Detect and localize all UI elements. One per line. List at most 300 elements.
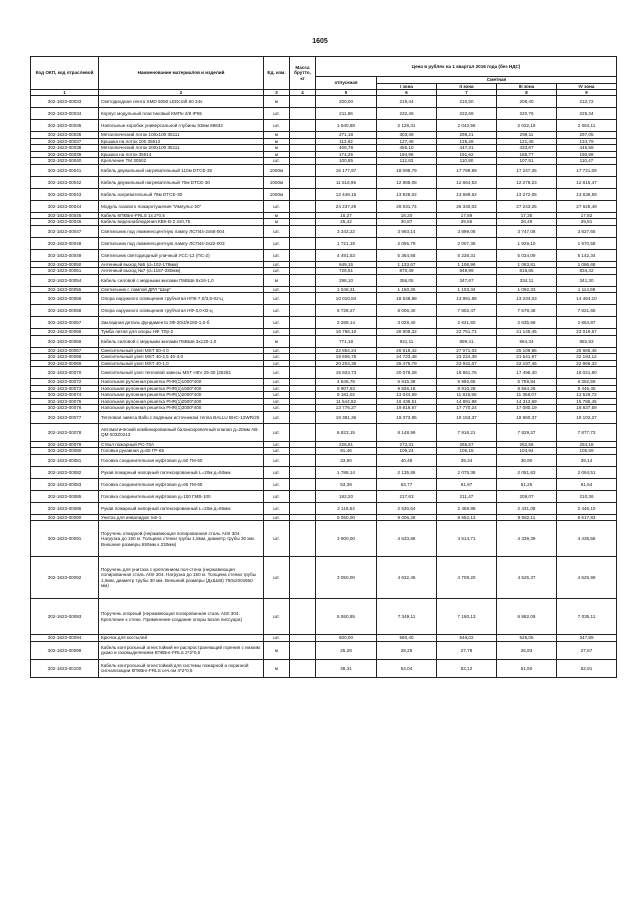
row-price-zone-2: 265,57 bbox=[437, 441, 497, 448]
row-price-zone-1: 6 815,38 bbox=[377, 379, 437, 386]
row-unit: шт. bbox=[264, 120, 290, 132]
row-price-release: 2 118,64 bbox=[316, 502, 377, 514]
row-mass bbox=[290, 225, 316, 237]
row-price-zone-4: 17,82 bbox=[557, 212, 617, 219]
row-price-zone-1: 30,87 bbox=[377, 219, 437, 226]
row-price-zone-1: 13 044,69 bbox=[377, 392, 437, 399]
row-code: 302-1823-00100 bbox=[31, 659, 99, 677]
col-number: 2 bbox=[99, 90, 264, 96]
row-price-release: 2 289,14 bbox=[316, 317, 377, 329]
row-unit: шт. bbox=[264, 268, 290, 275]
row-unit: шт. bbox=[264, 385, 290, 392]
row-price-zone-2: 2 075,38 bbox=[437, 466, 497, 478]
row-code: 302-1823-00083 bbox=[31, 478, 99, 490]
table-row bbox=[31, 200, 617, 212]
row-price-zone-3: 4 339,39 bbox=[497, 521, 557, 557]
row-unit: м bbox=[264, 132, 290, 139]
row-price-zone-3: 18 960,37 bbox=[497, 411, 557, 423]
header-zone-1: I зона bbox=[377, 83, 437, 90]
row-price-zone-4: 29,81 bbox=[557, 219, 617, 226]
row-name: Унитаз для инвалидов тип-1 bbox=[99, 514, 264, 521]
row-price-zone-1: 13 928,02 bbox=[377, 188, 437, 200]
row-price-zone-1: 9 836,18 bbox=[377, 385, 437, 392]
row-price-zone-4: 7 877,73 bbox=[557, 423, 617, 441]
row-price-zone-3: 2 635,59 bbox=[497, 317, 557, 329]
row-price-release: 20 203,39 bbox=[316, 360, 377, 367]
row-mass bbox=[290, 659, 316, 677]
row-price-zone-1: 12 885,08 bbox=[377, 176, 437, 188]
row-price-zone-3: 21 541,97 bbox=[497, 354, 557, 361]
row-unit: м bbox=[264, 641, 290, 659]
row-unit: 1000м bbox=[264, 176, 290, 188]
row-code: 302-1823-00094 bbox=[31, 635, 99, 642]
row-price-zone-3: 2 051,83 bbox=[497, 466, 557, 478]
row-price-zone-3: 433,67 bbox=[497, 145, 557, 152]
row-price-zone-2: 22 751,71 bbox=[437, 329, 497, 336]
row-price-release: 500,00 bbox=[316, 635, 377, 642]
row-price-zone-4: 212,72 bbox=[557, 96, 617, 108]
row-name: Поручень опорный (нержавеющая полированная сталь AISI 304. Крепление к стене. Применение-создание опоры возле писсуара) bbox=[99, 599, 264, 635]
row-unit: шт. bbox=[264, 441, 290, 448]
row-price-zone-4: 6 352,59 bbox=[557, 379, 617, 386]
row-code: 302-1823-00043 bbox=[31, 188, 99, 200]
row-price-release: 19 606,78 bbox=[316, 354, 377, 361]
row-price-release: 24 237,29 bbox=[316, 200, 377, 212]
row-name: Крышка на лоток 35514 bbox=[99, 151, 264, 158]
table-row bbox=[31, 454, 617, 466]
row-name: Смесительный узел MST 40-1,0 bbox=[99, 360, 264, 367]
row-unit: м bbox=[264, 145, 290, 152]
row-price-zone-4: 39,14 bbox=[557, 454, 617, 466]
row-price-release: 15 923,73 bbox=[316, 367, 377, 379]
row-name: Кабель силовой с медными жилами ПвВШв 3х120-1,0 bbox=[99, 335, 264, 347]
row-name: Крышка на лоток 100 35512 bbox=[99, 138, 264, 145]
row-name: Светильник под люминесцентную лампу ЛСП44-2х22-003 bbox=[99, 237, 264, 249]
row-mass bbox=[290, 249, 316, 261]
row-unit: м bbox=[264, 659, 290, 677]
price-table bbox=[30, 56, 617, 678]
row-price-release: 16 766,10 bbox=[316, 329, 377, 336]
row-price-zone-3: 2 431,08 bbox=[497, 502, 557, 514]
row-price-zone-1: 40,49 bbox=[377, 454, 437, 466]
row-price-release: 10 010,84 bbox=[316, 293, 377, 305]
row-price-zone-2: 17 770,24 bbox=[437, 405, 497, 412]
row-price-zone-2: 27 071,02 bbox=[437, 347, 497, 354]
row-unit: шт. bbox=[264, 108, 290, 120]
row-price-zone-1: 2 135,86 bbox=[377, 466, 437, 478]
row-price-zone-4: 297,05 bbox=[557, 132, 617, 139]
row-unit: м bbox=[264, 212, 290, 219]
row-price-zone-1: 4 633,86 bbox=[377, 521, 437, 557]
row-price-zone-2: 53,12 bbox=[437, 659, 497, 677]
row-code: 302-1823-00048 bbox=[31, 237, 99, 249]
row-price-zone-3: 28,49 bbox=[497, 219, 557, 226]
row-price-zone-3: 22 197,46 bbox=[497, 360, 557, 367]
row-code: 302-1823-00057 bbox=[31, 317, 99, 329]
row-unit: шт. bbox=[264, 490, 290, 502]
row-price-zone-2: 7 160,13 bbox=[437, 599, 497, 635]
row-price-zone-1: 3 029,40 bbox=[377, 317, 437, 329]
row-price-zone-1: 26 618,42 bbox=[377, 347, 437, 354]
row-price-zone-1: 455,10 bbox=[377, 145, 437, 152]
col-number: 1 bbox=[31, 90, 99, 96]
row-code: 302-1823-00076 bbox=[31, 405, 99, 412]
row-name: Головка соединительная муфтовая д=100 ГМВ-100 bbox=[99, 490, 264, 502]
row-price-release: 6 050,00 bbox=[316, 514, 377, 521]
header-zone-3: III зона bbox=[497, 83, 557, 90]
row-mass bbox=[290, 521, 316, 557]
header-code: Код ОКП, код отраслевой bbox=[31, 57, 99, 90]
row-price-zone-3: 5 034,09 bbox=[497, 249, 557, 261]
row-code: 302-1823-00040 bbox=[31, 158, 99, 165]
row-unit: шт. bbox=[264, 405, 290, 412]
row-unit: шт. bbox=[264, 329, 290, 336]
row-price-zone-2: 2 631,50 bbox=[437, 317, 497, 329]
row-price-zone-3: 816,85 bbox=[497, 268, 557, 275]
row-price-zone-2: 211,47 bbox=[437, 490, 497, 502]
row-mass bbox=[290, 423, 316, 441]
row-price-zone-4: 445,58 bbox=[557, 145, 617, 152]
row-price-release: 1 940,88 bbox=[316, 120, 377, 132]
row-unit: шт. bbox=[264, 454, 290, 466]
row-price-zone-1: 303,49 bbox=[377, 132, 437, 139]
row-price-zone-1: 18,20 bbox=[377, 212, 437, 219]
row-price-zone-1: 24 723,48 bbox=[377, 354, 437, 361]
row-name: Светильник светодиодный уличный УСС-12 (ПС-2) bbox=[99, 249, 264, 261]
row-price-zone-3: 525,05 bbox=[497, 635, 557, 642]
row-price-zone-1: 28,28 bbox=[377, 641, 437, 659]
row-unit: 1000м bbox=[264, 164, 290, 176]
row-name: Кабель контрольный огнестойкий не распространяющий горения с низким дымо и газовыделением КПКВнг-FRLS 2*2*0,5 bbox=[99, 641, 264, 659]
row-price-zone-1: 7 349,11 bbox=[377, 599, 437, 635]
row-price-zone-2: 849,99 bbox=[437, 268, 497, 275]
row-price-zone-2: 4 514,71 bbox=[437, 521, 497, 557]
row-name: Головка соединительная муфтовая д=65 ГМ-65 bbox=[99, 478, 264, 490]
row-price-release: 1 721,19 bbox=[316, 237, 377, 249]
table-row bbox=[31, 466, 617, 478]
table-row bbox=[31, 478, 617, 490]
row-code: 302-1823-00056 bbox=[31, 293, 99, 305]
row-unit: шт. bbox=[264, 225, 290, 237]
row-unit: шт. bbox=[264, 423, 290, 441]
table-row bbox=[31, 599, 617, 635]
row-code: 302-1823-00080 bbox=[31, 448, 99, 455]
row-code: 302-1823-00055 bbox=[31, 286, 99, 293]
row-price-zone-3: 104,94 bbox=[497, 448, 557, 455]
row-code: 302-1823-00033 bbox=[31, 96, 99, 108]
row-name: Светильник под люминесцентную лампу ЛСП44-2х58-004 bbox=[99, 225, 264, 237]
row-price-zone-3: 1 063,81 bbox=[497, 261, 557, 268]
row-mass bbox=[290, 367, 316, 379]
row-price-zone-3: 1 929,10 bbox=[497, 237, 557, 249]
row-unit: шт. bbox=[264, 448, 290, 455]
row-price-zone-1: 16 439,51 bbox=[377, 398, 437, 405]
row-price-zone-2: 5 992,65 bbox=[437, 379, 497, 386]
col-number: 6 bbox=[377, 90, 437, 96]
row-price-zone-3: 27 243,25 bbox=[497, 200, 557, 212]
row-price-zone-3: 7 578,48 bbox=[497, 305, 557, 317]
row-mass bbox=[290, 120, 316, 132]
row-price-zone-4: 8 617,83 bbox=[557, 514, 617, 521]
row-mass bbox=[290, 200, 316, 212]
row-price-release: 771,18 bbox=[316, 335, 377, 347]
table-row bbox=[31, 305, 617, 317]
table-row bbox=[31, 164, 617, 176]
row-price-zone-2: 8 910,28 bbox=[437, 385, 497, 392]
row-mass bbox=[290, 96, 316, 108]
header-release: отпускная bbox=[316, 77, 377, 90]
row-name: Кабель силовой с медными жилами ПвВШв 5х16-1,0 bbox=[99, 274, 264, 286]
row-price-zone-2: 106,15 bbox=[437, 448, 497, 455]
row-name: Головка соединительная муфтовая д=50 ГМ-50 bbox=[99, 454, 264, 466]
row-name: Светодиодная лента SMD 5050 LEDcraft 60 24v bbox=[99, 96, 264, 108]
row-price-zone-3: 220,76 bbox=[497, 108, 557, 120]
row-code: 302-1823-00077 bbox=[31, 411, 99, 423]
row-price-zone-2: 61,97 bbox=[437, 478, 497, 490]
row-price-zone-1: 112,83 bbox=[377, 158, 437, 165]
row-price-zone-4: 4 625,99 bbox=[557, 557, 617, 599]
row-unit: шт. bbox=[264, 411, 290, 423]
row-price-release: 728,81 bbox=[316, 268, 377, 275]
row-unit: шт. bbox=[264, 514, 290, 521]
row-price-zone-1: 3 993,14 bbox=[377, 225, 437, 237]
row-unit: шт. bbox=[264, 347, 290, 354]
row-code: 302-1823-00073 bbox=[31, 385, 99, 392]
row-price-release: 3 343,22 bbox=[316, 225, 377, 237]
row-price-zone-2: 13 991,88 bbox=[437, 293, 497, 305]
row-name: Поручень откидной (нержавеющая полированная сталь AISI 304. Нагрузка до 150 кг. Толщина стенки трубы 1,5мм, диаметр трубы 30 мм. Внешние размеры 650мм х 230мм) bbox=[99, 521, 264, 557]
row-mass bbox=[290, 108, 316, 120]
row-name: Кабель контрольный огнестойкий для системы пожарной и охранной сигнализации КПКВнг-FRLS сеч.ом 4*2*0,5 bbox=[99, 659, 264, 677]
row-price-zone-4: 23 019,57 bbox=[557, 329, 617, 336]
row-price-zone-1: 25 475,79 bbox=[377, 360, 437, 367]
row-price-zone-2: 11 816,95 bbox=[437, 392, 497, 399]
row-name: Напольная рулонная решетка PHR(1)3000*400 bbox=[99, 405, 264, 412]
row-price-zone-4: 2 064,51 bbox=[557, 466, 617, 478]
row-mass bbox=[290, 490, 316, 502]
row-price-zone-2: 17,89 bbox=[437, 212, 497, 219]
row-price-zone-2: 3 899,06 bbox=[437, 225, 497, 237]
row-price-zone-4: 9 445,45 bbox=[557, 385, 617, 392]
row-price-zone-2: 125,26 bbox=[437, 138, 497, 145]
row-mass bbox=[290, 557, 316, 599]
row-name: Кабель двужильный нагревательный 70м DTCE-30 bbox=[99, 176, 264, 188]
row-code: 302-1823-00042 bbox=[31, 176, 99, 188]
table-row bbox=[31, 659, 617, 677]
row-mass bbox=[290, 502, 316, 514]
row-mass bbox=[290, 237, 316, 249]
header-mass: Масса брутто, кг bbox=[290, 57, 316, 90]
row-price-zone-4: 18 021,80 bbox=[557, 367, 617, 379]
row-unit: шт. bbox=[264, 367, 290, 379]
row-price-zone-4: 1 086,68 bbox=[557, 261, 617, 268]
row-code: 302-1823-00059 bbox=[31, 335, 99, 347]
row-price-zone-2: 39,34 bbox=[437, 454, 497, 466]
row-mass bbox=[290, 335, 316, 347]
row-price-zone-2: 191,62 bbox=[437, 151, 497, 158]
row-price-zone-4: 834,42 bbox=[557, 268, 617, 275]
row-price-release: 1 046,31 bbox=[316, 286, 377, 293]
row-price-zone-3: 61,26 bbox=[497, 478, 557, 490]
row-price-zone-3: 13 234,03 bbox=[497, 293, 557, 305]
table-row bbox=[31, 274, 617, 286]
row-name: Корпус модульный пластиковый КМПн 2/8 IP55 bbox=[99, 108, 264, 120]
row-price-zone-1: 560,40 bbox=[377, 635, 437, 642]
row-price-release: 113,92 bbox=[316, 138, 377, 145]
row-name: Закладная деталь фундамента 3Ф-20/4/К160-1,0-б bbox=[99, 317, 264, 329]
table-row bbox=[31, 411, 617, 423]
row-price-release: 4 845,76 bbox=[316, 379, 377, 386]
table-row bbox=[31, 293, 617, 305]
row-name: Крепление ТМ 30502 bbox=[99, 158, 264, 165]
row-price-zone-1: 1 150,26 bbox=[377, 286, 437, 293]
row-price-zone-1: 26 908,32 bbox=[377, 329, 437, 336]
row-name: Ствол пожарный РС-70А bbox=[99, 441, 264, 448]
row-price-zone-1: 194,96 bbox=[377, 151, 437, 158]
row-code: 302-1823-00047 bbox=[31, 225, 99, 237]
row-price-zone-3: 17 495,40 bbox=[497, 367, 557, 379]
row-name: Смесительный узел тепловой завесы MST НКV 25-30 (25281 bbox=[99, 367, 264, 379]
row-name: Напольная рулонная решетка PHR(1)2500*400 bbox=[99, 398, 264, 405]
row-unit: шт. bbox=[264, 261, 290, 268]
row-unit: шт. bbox=[264, 237, 290, 249]
row-price-release: 4 491,53 bbox=[316, 249, 377, 261]
row-price-zone-4: 110,47 bbox=[557, 158, 617, 165]
row-price-release: 16 177,97 bbox=[316, 164, 377, 176]
row-price-zone-1: 2 055,79 bbox=[377, 237, 437, 249]
row-price-release: 11 516,95 bbox=[316, 176, 377, 188]
row-price-release: 91,46 bbox=[316, 448, 377, 455]
row-name: Светильник с лампой ДРЛ "Шар" bbox=[99, 286, 264, 293]
row-price-zone-1: 232,46 bbox=[377, 108, 437, 120]
row-price-release: 406,78 bbox=[316, 145, 377, 152]
row-price-release: 211,86 bbox=[316, 108, 377, 120]
row-price-release: 1 788,14 bbox=[316, 466, 377, 478]
row-price-zone-2: 23 224,39 bbox=[437, 354, 497, 361]
row-price-zone-3: 13 272,06 bbox=[497, 188, 557, 200]
row-price-release: 16,27 bbox=[316, 212, 377, 219]
table-header bbox=[31, 57, 617, 96]
row-unit: м bbox=[264, 335, 290, 347]
row-name: Кабель двужильный нагревательный 110м DTCE-30 bbox=[99, 164, 264, 176]
row-mass bbox=[290, 641, 316, 659]
row-name: Металлический лоток 100х100 35111 bbox=[99, 132, 264, 139]
row-price-zone-4: 105,59 bbox=[557, 448, 617, 455]
row-price-zone-2: 13 689,62 bbox=[437, 188, 497, 200]
row-price-zone-4: 3 827,65 bbox=[557, 225, 617, 237]
row-price-zone-3: 4 525,37 bbox=[497, 557, 557, 599]
row-code: 302-1823-00099 bbox=[31, 641, 99, 659]
row-price-zone-1: 18 548,88 bbox=[377, 293, 437, 305]
row-mass bbox=[290, 274, 316, 286]
row-price-zone-4: 13 636,59 bbox=[557, 188, 617, 200]
page-number: 1605 bbox=[312, 38, 328, 45]
header-price-title: Цена в рублях на 1 квартал 2016 года (без НДС) bbox=[316, 57, 617, 77]
row-name: Крючок для костылей bbox=[99, 635, 264, 642]
row-price-zone-1: 870,49 bbox=[377, 268, 437, 275]
row-price-zone-3: 11 358,07 bbox=[497, 392, 557, 399]
row-price-zone-3: 208,40 bbox=[497, 96, 557, 108]
row-price-zone-3: 2 022,19 bbox=[497, 120, 557, 132]
row-code: 302-1823-00050 bbox=[31, 261, 99, 268]
row-price-zone-4: 7 821,65 bbox=[557, 305, 617, 317]
row-code: 302-1823-00054 bbox=[31, 274, 99, 286]
row-price-zone-1: 19 616,67 bbox=[377, 405, 437, 412]
row-price-zone-1: 9 006,28 bbox=[377, 514, 437, 521]
row-price-zone-1: 109,24 bbox=[377, 448, 437, 455]
row-unit: шт. bbox=[264, 392, 290, 399]
row-price-zone-1: 5 364,68 bbox=[377, 249, 437, 261]
row-price-zone-4: 210,36 bbox=[557, 490, 617, 502]
row-price-zone-1: 921,11 bbox=[377, 335, 437, 347]
row-code: 302-1823-00078 bbox=[31, 423, 99, 441]
row-mass bbox=[290, 478, 316, 490]
row-price-zone-4: 18 837,59 bbox=[557, 405, 617, 412]
row-unit: м bbox=[264, 274, 290, 286]
row-code: 302-1823-00044 bbox=[31, 200, 99, 212]
row-price-zone-2: 17 789,99 bbox=[437, 164, 497, 176]
row-price-zone-1: 19 373,95 bbox=[377, 411, 437, 423]
row-price-zone-4: 27,67 bbox=[557, 641, 617, 659]
row-price-zone-2: 347,67 bbox=[437, 274, 497, 286]
row-price-zone-1: 217,63 bbox=[377, 490, 437, 502]
row-code: 302-1823-00058 bbox=[31, 305, 99, 317]
row-price-zone-3: 17,35 bbox=[497, 212, 557, 219]
row-price-zone-2: 29,65 bbox=[437, 219, 497, 226]
row-price-zone-4: 190,88 bbox=[557, 151, 617, 158]
row-mass bbox=[290, 466, 316, 478]
table-row bbox=[31, 502, 617, 514]
row-price-zone-4: 1 114,98 bbox=[557, 286, 617, 293]
table-row bbox=[31, 225, 617, 237]
row-price-zone-4: 27 625,49 bbox=[557, 200, 617, 212]
row-price-zone-2: 899,41 bbox=[437, 335, 497, 347]
row-code: 302-1823-00037 bbox=[31, 138, 99, 145]
row-price-release: 298,10 bbox=[316, 274, 377, 286]
row-unit: шт. bbox=[264, 502, 290, 514]
row-name: Напольная рулонная решетка PHR(1)1500*400 bbox=[99, 385, 264, 392]
row-unit: шт. bbox=[264, 293, 290, 305]
row-price-release: 3 900,00 bbox=[316, 521, 377, 557]
row-price-zone-1: 26 031,74 bbox=[377, 200, 437, 212]
row-unit: шт. bbox=[264, 158, 290, 165]
row-price-zone-4: 61,64 bbox=[557, 478, 617, 490]
row-price-zone-4: 882,93 bbox=[557, 335, 617, 347]
row-price-zone-4: 347,89 bbox=[557, 635, 617, 642]
row-unit: шт. bbox=[264, 360, 290, 367]
header-name: Наименование материалов и изделий bbox=[99, 57, 264, 90]
row-price-zone-3: 1 092,33 bbox=[497, 286, 557, 293]
row-price-zone-3: 38,90 bbox=[497, 454, 557, 466]
col-number: 4 bbox=[290, 90, 316, 96]
row-unit: шт. bbox=[264, 557, 290, 599]
row-price-zone-3: 209,07 bbox=[497, 490, 557, 502]
row-price-zone-3: 252,56 bbox=[497, 441, 557, 448]
row-price-zone-2: 210,50 bbox=[437, 96, 497, 108]
header-unit: Ед. изм. bbox=[264, 57, 290, 90]
col-number: 7 bbox=[437, 90, 497, 96]
row-unit: м bbox=[264, 151, 290, 158]
row-price-release: 12 449,15 bbox=[316, 188, 377, 200]
table-row bbox=[31, 317, 617, 329]
row-mass bbox=[290, 599, 316, 635]
row-unit: шт. bbox=[264, 305, 290, 317]
row-unit: шт. bbox=[264, 379, 290, 386]
row-name: Металлический лоток 200х100 35111 bbox=[99, 145, 264, 152]
row-price-zone-1: 127,48 bbox=[377, 138, 437, 145]
row-price-zone-3: 5 759,84 bbox=[497, 379, 557, 386]
row-mass bbox=[290, 454, 316, 466]
